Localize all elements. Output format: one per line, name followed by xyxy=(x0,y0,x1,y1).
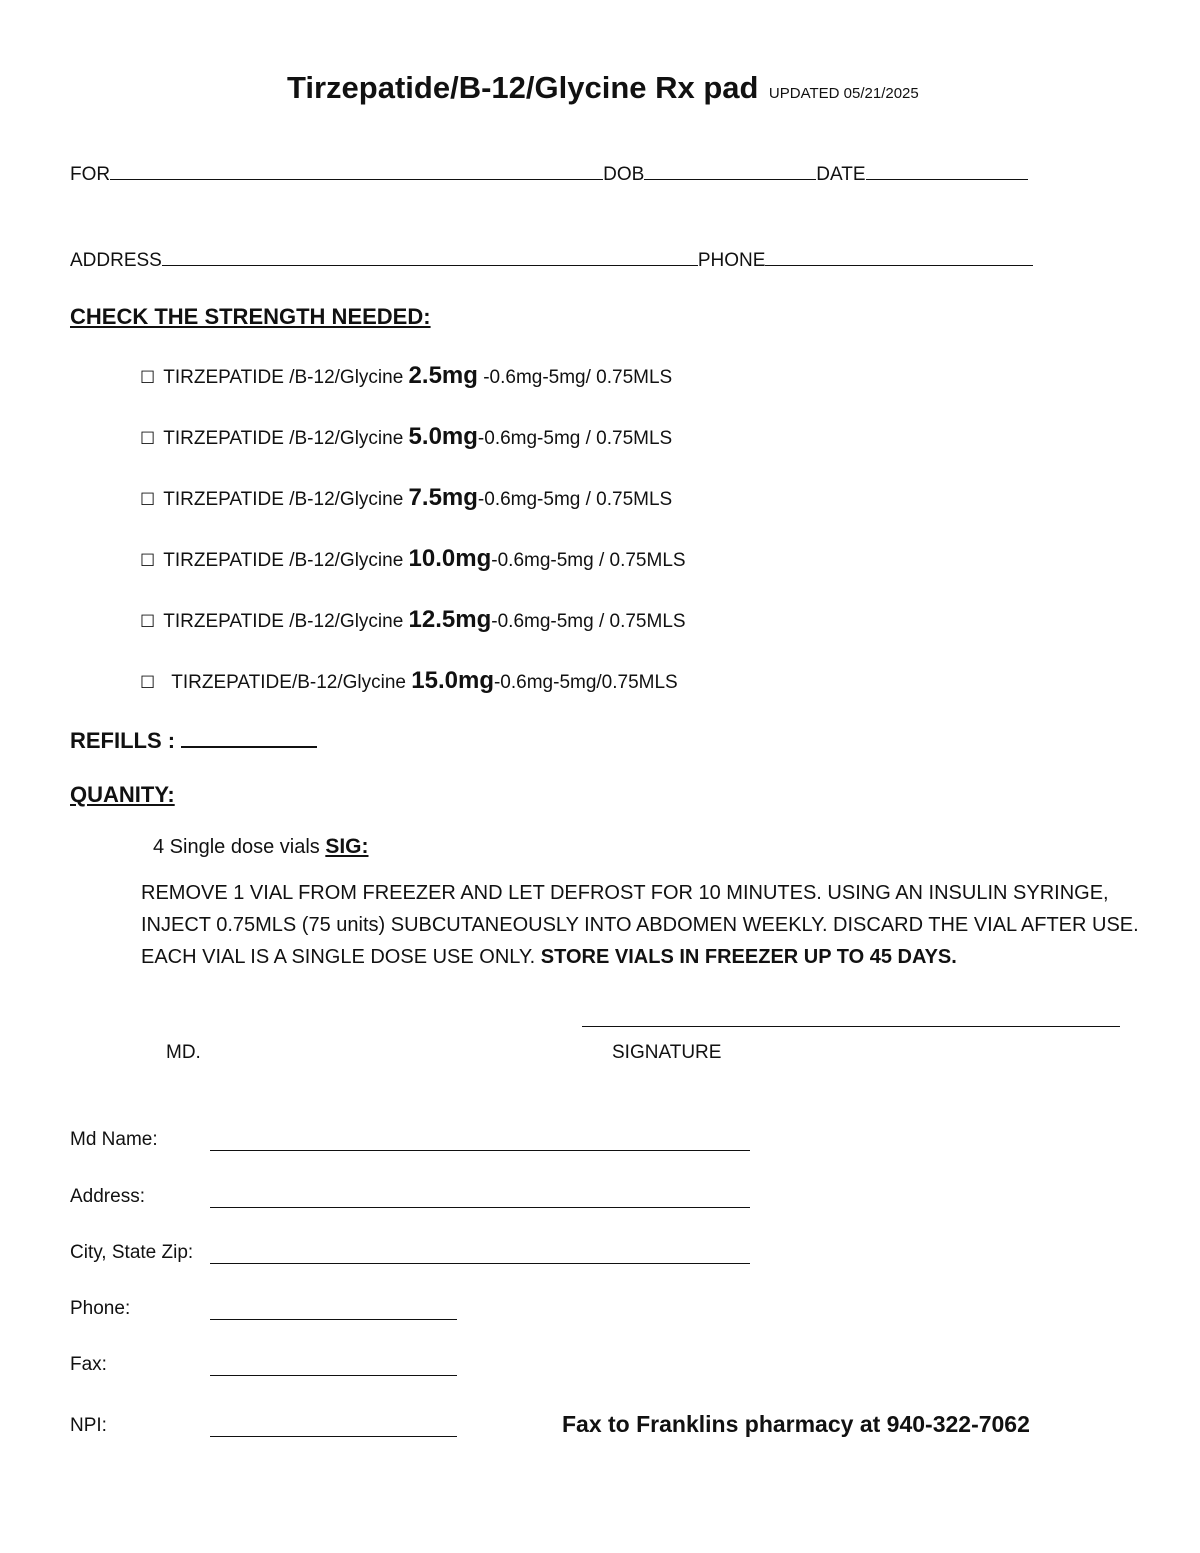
patient-row-2 xyxy=(70,250,1033,272)
prescriber-fax-label: Fax: xyxy=(70,1354,107,1375)
dob-label: DOB xyxy=(603,164,645,185)
address-label: ADDRESS xyxy=(70,250,162,271)
quantity-value: 4 Single dose vials xyxy=(153,836,326,858)
strength-option-7-5[interactable] xyxy=(140,484,672,512)
sig-line-3-bold: STORE VIALS IN FREEZER UP TO 45 DAYS. xyxy=(540,946,957,968)
checkbox-icon[interactable]: ☐ xyxy=(140,612,156,631)
md-name-field[interactable] xyxy=(210,1150,750,1151)
prescriber-address-field[interactable] xyxy=(210,1207,750,1208)
quantity-heading: QUANITY: xyxy=(70,782,175,807)
npi-label: NPI: xyxy=(70,1415,107,1436)
prescriber-fax-field[interactable] xyxy=(210,1375,457,1376)
strength-suffix: -0.6mg-5mg / 0.75MLS xyxy=(491,550,686,571)
strength-suffix: -0.6mg-5mg/0.75MLS xyxy=(493,672,678,693)
strength-prefix: TIRZEPATIDE /B-12/Glycine xyxy=(163,489,409,510)
for-field[interactable] xyxy=(110,164,603,180)
city-state-zip-label: City, State Zip: xyxy=(70,1242,194,1263)
city-state-zip-field[interactable] xyxy=(210,1263,750,1264)
signature-line[interactable] xyxy=(582,1026,1120,1027)
checkbox-icon[interactable]: ☐ xyxy=(140,490,156,509)
for-label: FOR xyxy=(70,164,111,185)
checkbox-icon[interactable]: ☐ xyxy=(140,673,156,692)
strength-dose: 7.5mg xyxy=(408,484,478,511)
page-title xyxy=(287,70,919,106)
sig-line-3-plain: EACH VIAL IS A SINGLE DOSE USE ONLY. xyxy=(141,946,541,968)
strength-suffix: -0.6mg-5mg/ 0.75MLS xyxy=(477,367,673,388)
strength-option-5-0[interactable] xyxy=(140,423,672,451)
checkbox-icon[interactable]: ☐ xyxy=(140,429,156,448)
form-title: Tirzepatide/B-12/Glycine Rx pad xyxy=(287,70,759,105)
patient-row-1 xyxy=(70,164,1028,186)
sig-line-1: REMOVE 1 VIAL FROM FREEZER AND LET DEFROST FOR 10 MINUTES. USING AN INSULIN SYRINGE, xyxy=(141,882,1109,904)
strength-dose: 12.5mg xyxy=(408,606,492,633)
strength-dose: 15.0mg xyxy=(411,667,494,694)
address-field[interactable] xyxy=(162,250,698,266)
strength-suffix: -0.6mg-5mg / 0.75MLS xyxy=(477,428,673,449)
strength-dose: 5.0mg xyxy=(408,423,478,450)
strength-suffix: -0.6mg-5mg / 0.75MLS xyxy=(477,489,673,510)
quantity-row xyxy=(153,835,369,859)
strength-prefix: TIRZEPATIDE /B-12/Glycine xyxy=(163,611,409,632)
strength-option-10-0[interactable] xyxy=(140,545,686,573)
sig-line-3 xyxy=(141,946,957,969)
strength-dose: 2.5mg xyxy=(408,362,478,389)
strength-prefix: TIRZEPATIDE /B-12/Glycine xyxy=(163,367,409,388)
prescriber-phone-label: Phone: xyxy=(70,1298,131,1319)
strength-prefix: TIRZEPATIDE /B-12/Glycine xyxy=(163,550,409,571)
sig-label: SIG: xyxy=(325,835,369,858)
strength-option-15-0[interactable] xyxy=(140,667,678,695)
strength-prefix: TIRZEPATIDE/B-12/Glycine xyxy=(171,672,412,693)
strength-suffix: -0.6mg-5mg / 0.75MLS xyxy=(491,611,686,632)
npi-field[interactable] xyxy=(210,1436,457,1437)
refills-label: REFILLS : xyxy=(70,728,182,753)
checkbox-icon[interactable]: ☐ xyxy=(140,368,156,387)
phone-field[interactable] xyxy=(765,250,1033,266)
prescriber-address-label: Address: xyxy=(70,1186,145,1207)
phone-label: PHONE xyxy=(697,250,766,271)
md-name-label: Md Name: xyxy=(70,1129,158,1150)
signature-label: SIGNATURE xyxy=(612,1042,722,1063)
date-field[interactable] xyxy=(866,164,1028,180)
refills-row xyxy=(70,728,317,754)
dob-field[interactable] xyxy=(644,164,816,180)
md-label: MD. xyxy=(166,1042,201,1063)
sig-line-2: INJECT 0.75MLS (75 units) SUBCUTANEOUSLY INTO ABDOMEN WEEKLY. DISCARD THE VIAL AFTER USE. xyxy=(141,914,1139,936)
checkbox-icon[interactable]: ☐ xyxy=(140,551,156,570)
prescriber-phone-field[interactable] xyxy=(210,1319,457,1320)
strength-dose: 10.0mg xyxy=(408,545,492,572)
date-label: DATE xyxy=(816,164,866,185)
refills-field[interactable] xyxy=(181,731,317,748)
strength-prefix: TIRZEPATIDE /B-12/Glycine xyxy=(163,428,409,449)
updated-date: UPDATED 05/21/2025 xyxy=(768,85,919,102)
strength-option-12-5[interactable] xyxy=(140,606,686,634)
strength-option-2-5[interactable] xyxy=(140,362,672,390)
strength-heading: CHECK THE STRENGTH NEEDED: xyxy=(70,304,431,329)
fax-instruction: Fax to Franklins pharmacy at 940-322-7062 xyxy=(562,1411,1030,1437)
